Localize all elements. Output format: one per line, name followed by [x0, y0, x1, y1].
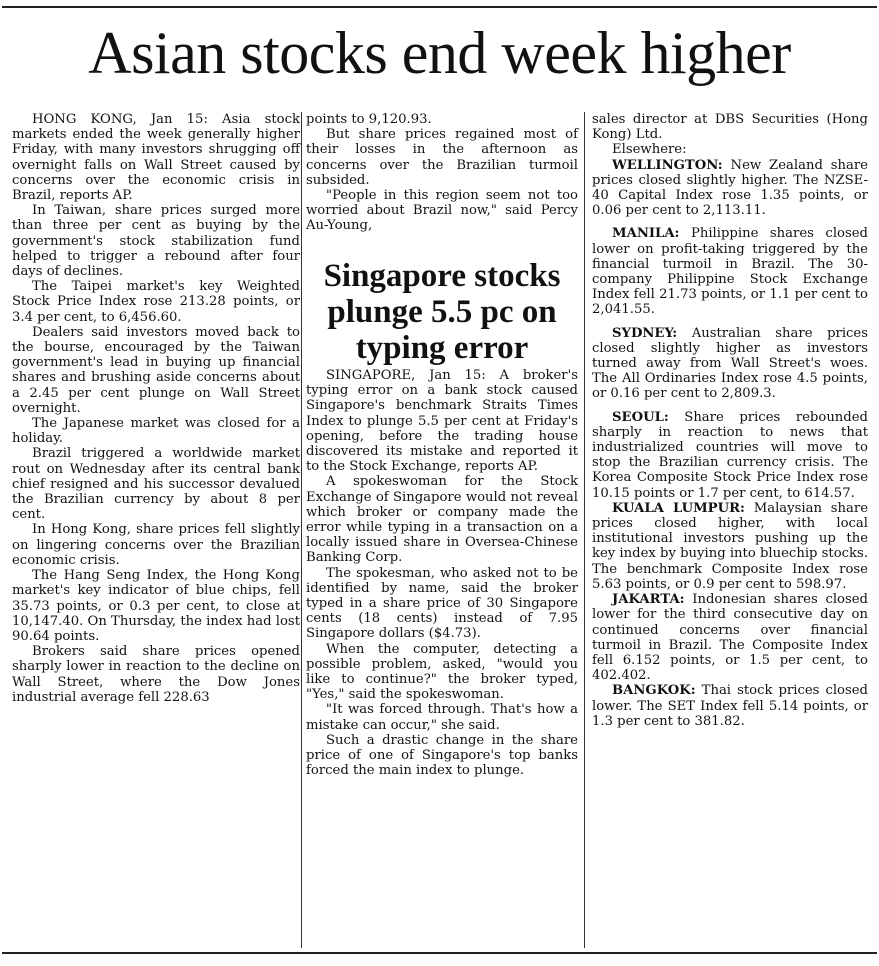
paragraph: The Japanese market was closed for a holiday.	[12, 416, 300, 447]
paragraph: Brokers said share prices opened sharply lower in reaction to the decline on Wall Street, where the Dow Jones industrial average fell 228.63	[12, 644, 300, 705]
market-report-wellington	[592, 158, 868, 219]
sub-article-headline: Singapore stocks plunge 5.5 pc on typing error	[323, 258, 561, 366]
market-name: SEOUL:	[612, 409, 669, 425]
article-column-3	[592, 112, 868, 729]
market-text: New Zealand share prices closed slightly higher. The NZSE-40 Capital Index rose 1.35 points, or 0.06 per cent to 2,113.11.	[592, 157, 868, 219]
paragraph: sales director at DBS Securities (Hong Kong) Ltd.	[592, 112, 868, 143]
market-report-jakarta	[592, 592, 868, 683]
paragraph: In Taiwan, share prices surged more than three per cent as buying by the government's stock stabilization fund helped to trigger a rebound after four days of declines.	[12, 203, 300, 280]
paragraph: When the computer, detecting a possible problem, asked, "would you like to continue?" the broker typed, "Yes," said the spokeswoman.	[306, 641, 578, 703]
article-column-1	[12, 112, 300, 705]
market-text: Share prices rebounded sharply in reaction to news that industrialized countries will move to stop the Brazilian currency crisis. The Korea Composite Stock Price Index rose 10.15 points or 1.7 per cent, to 614.57.	[592, 409, 868, 501]
market-text: Indonesian shares closed lower for the third consecutive day on continued concerns over financial turmoil in Brazil. The Composite Index fell 6.152 points, or 1.5 per cent, to 402.402.	[592, 592, 868, 684]
column-divider-1	[301, 112, 302, 948]
market-report-manila	[592, 226, 868, 317]
market-text: Philippine shares closed lower on profit-taking triggered by the financial turmoil in Brazil. The 30-company Philippine Stock Exchange Index fell 21.73 points, or 1.1 per cent to 2,041.55.	[592, 226, 868, 318]
paragraph: "People in this region seem not too worried about Brazil now," said Percy Au-Young,	[306, 188, 578, 234]
paragraph: The spokesman, who asked not to be identified by name, said the broker typed in a share price of 30 Singapore cents (18 cents) instead of 7.95 Singapore dollars ($4.73).	[306, 565, 578, 642]
market-name: WELLINGTON:	[612, 157, 723, 173]
market-name: KUALA LUMPUR:	[612, 500, 745, 516]
paragraph: A spokeswoman for the Stock Exchange of Singapore would not reveal which broker or company made the error while typing in a transaction on a locally issued share in Oversea-Chinese Banking Corp.	[306, 474, 578, 566]
market-report-bangkok	[592, 683, 868, 729]
market-name: JAKARTA:	[612, 592, 685, 608]
article-column-2-top	[306, 112, 578, 234]
paragraph: In Hong Kong, share prices fell slightly on lingering concerns over the Brazilian economic crisis.	[12, 522, 300, 568]
paragraph: Dealers said investors moved back to the bourse, encouraged by the Taiwan government's lead in buying up financial shares and brushing aside concerns about a 2.45 per cent plunge on Wall Street overnight.	[12, 324, 300, 416]
bottom-rule	[2, 952, 877, 954]
paragraph: "It was forced through. That's how a mistake can occur," she said.	[306, 702, 578, 733]
market-text: Malaysian share prices closed higher, with local institutional investors pushing up the key index by buying into bluechip stocks. The benchmark Composite Index rose 5.63 points, or 0.9 per cent to 598.97.	[592, 500, 869, 592]
market-name: SYDNEY:	[612, 325, 678, 341]
paragraph: Brazil triggered a worldwide market rout on Wednesday after its central bank chief resigned and his successor devalued the Brazilian currency by about 8 per cent.	[12, 446, 300, 523]
paragraph: points to 9,120.93.	[306, 112, 432, 127]
market-report-seoul	[592, 410, 868, 501]
top-rule	[2, 6, 877, 8]
market-report-kuala-lumpur	[592, 501, 868, 592]
market-text: Australian share prices closed slightly higher as investors turned away from Wall Street's woes. The All Ordinaries Index rose 4.5 points, or 0.16 per cent to 2,809.3.	[592, 325, 868, 402]
market-name: BANGKOK:	[612, 683, 696, 699]
market-name: MANILA:	[612, 226, 680, 242]
paragraph: SINGAPORE, Jan 15: A broker's typing error on a bank stock caused Singapore's benchmark Straits Times Index to plunge 5.5 per cent at Friday's opening, before the trading house discovered its mistake and reported it to the Stock Exchange, reports AP.	[306, 368, 578, 475]
market-report-sydney	[592, 326, 868, 402]
market-text: Thai stock prices closed lower. The SET Index fell 5.14 points, or 1.3 per cent to 381.82.	[592, 683, 868, 729]
column-divider-2	[584, 112, 585, 948]
sub-article-body	[306, 368, 578, 778]
paragraph: The Hang Seng Index, the Hong Kong market's key indicator of blue chips, fell 35.73 points, or 0.3 per cent, to close at 10,147.40. On Thursday, the index had lost 90.64 points.	[12, 568, 300, 644]
paragraph: The Taipei market's key Weighted Stock Price Index rose 213.28 points, or 3.4 per cent, to 6,456.60.	[12, 279, 300, 325]
paragraph: But share prices regained most of their losses in the afternoon as concerns over the Brazilian turmoil subsided.	[306, 127, 578, 188]
paragraph: HONG KONG, Jan 15: Asia stock markets ended the week generally higher Friday, with many investors shrugging off overnight falls on Wall Street caused by concerns over the economic crisis in Brazil, reports AP.	[12, 112, 300, 204]
page-headline: Asian stocks end week higher	[88, 20, 791, 86]
paragraph: Such a drastic change in the share price of one of Singapore's top banks forced the main index to plunge.	[306, 732, 578, 779]
paragraph: Elsewhere:	[612, 142, 687, 158]
